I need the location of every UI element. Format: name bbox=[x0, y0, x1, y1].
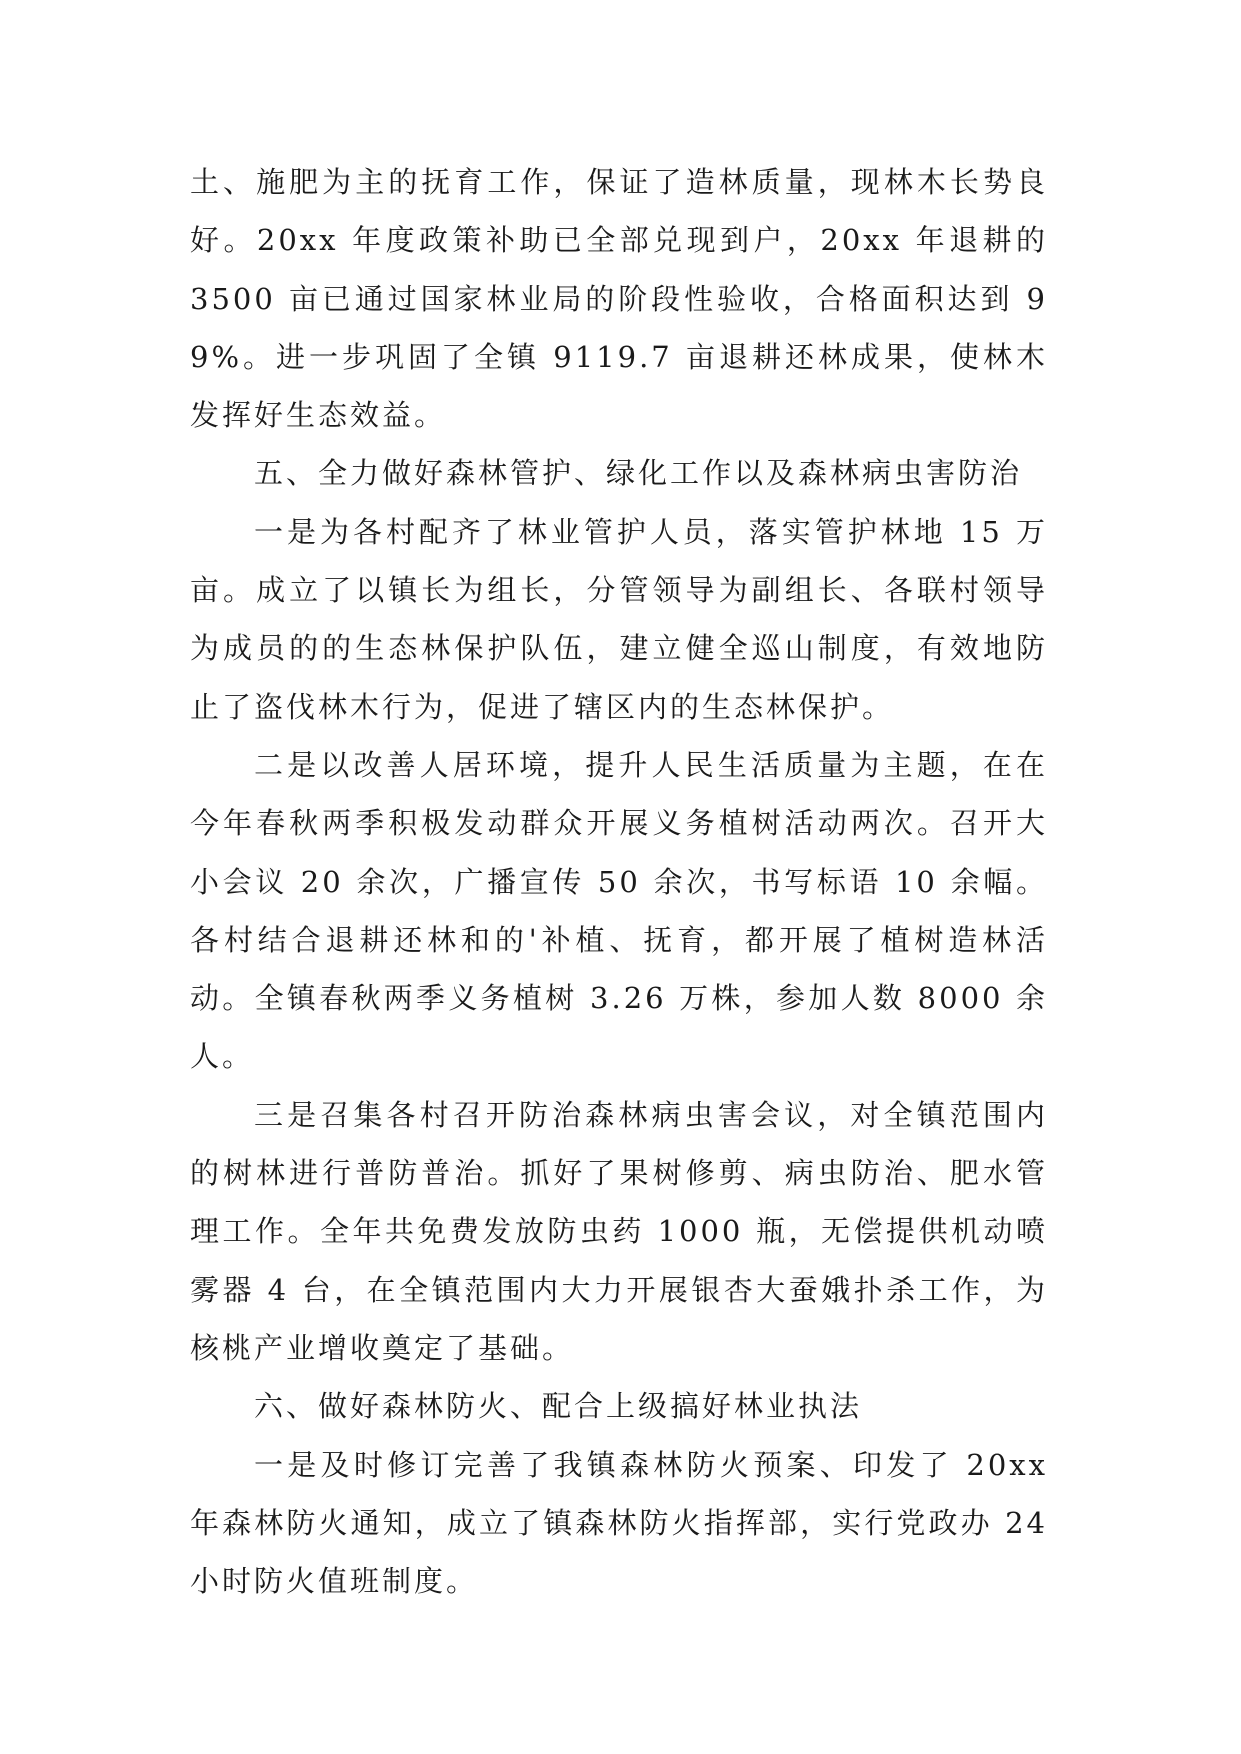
paragraph-tree-planting: 二是以改善人居环境，提升人民生活质量为主题，在在今年春秋两季积极发动群众开展义务植树活动两次。召开大小会议 20 余次，广播宣传 50 余次，书写标语 10 余幅。各村结合退耕还林和的'补植、抚育，都开展了植树造林活动。全镇春秋两季义务植树 3.26 万株，参加人数 8000 余人。 bbox=[190, 747, 1048, 1074]
document-body bbox=[190, 153, 1048, 1610]
paragraph-fire-plan: 一是及时修订完善了我镇森林防火预案、印发了 20xx 年森林防火通知，成立了镇森林防火指挥部，实行党政办 24 小时防火值班制度。 bbox=[190, 1447, 1048, 1599]
paragraph-continued-afforestation: 土、施肥为主的抚育工作，保证了造林质量，现林木长势良好。20xx 年度政策补助已全部兑现到户，20xx 年退耕的 3500 亩已通过国家林业局的阶段性验收，合格面积达到 99%。进一步巩固了全镇 9119.7 亩退耕还林成果，使林木发挥好生态效益。 bbox=[190, 165, 1048, 433]
paragraph-pest-control: 三是召集各村召开防治森林病虫害会议，对全镇范围内的树林进行普防普治。抓好了果树修剪、病虫防治、肥水管理工作。全年共免费发放防虫药 1000 瓶，无偿提供机动喷雾器 4 台，在全镇范围内大力开展银杏大蚕娥扑杀工作，为核桃产业增收奠定了基础。 bbox=[190, 1097, 1048, 1365]
section-heading-fire-prevention: 六、做好森林防火、配合上级搞好林业执法 bbox=[254, 1389, 863, 1424]
paragraph-forest-rangers: 一是为各村配齐了林业管护人员，落实管护林地 15 万亩。成立了以镇长为组长，分管领导为副组长、各联村领导为成员的的生态林保护队伍，建立健全巡山制度，有效地防止了盗伐林木行为，促进了辖区内的生态林保护。 bbox=[190, 514, 1048, 724]
section-heading-forest-protection: 五、全力做好森林管护、绿化工作以及森林病虫害防治 bbox=[254, 456, 1023, 491]
